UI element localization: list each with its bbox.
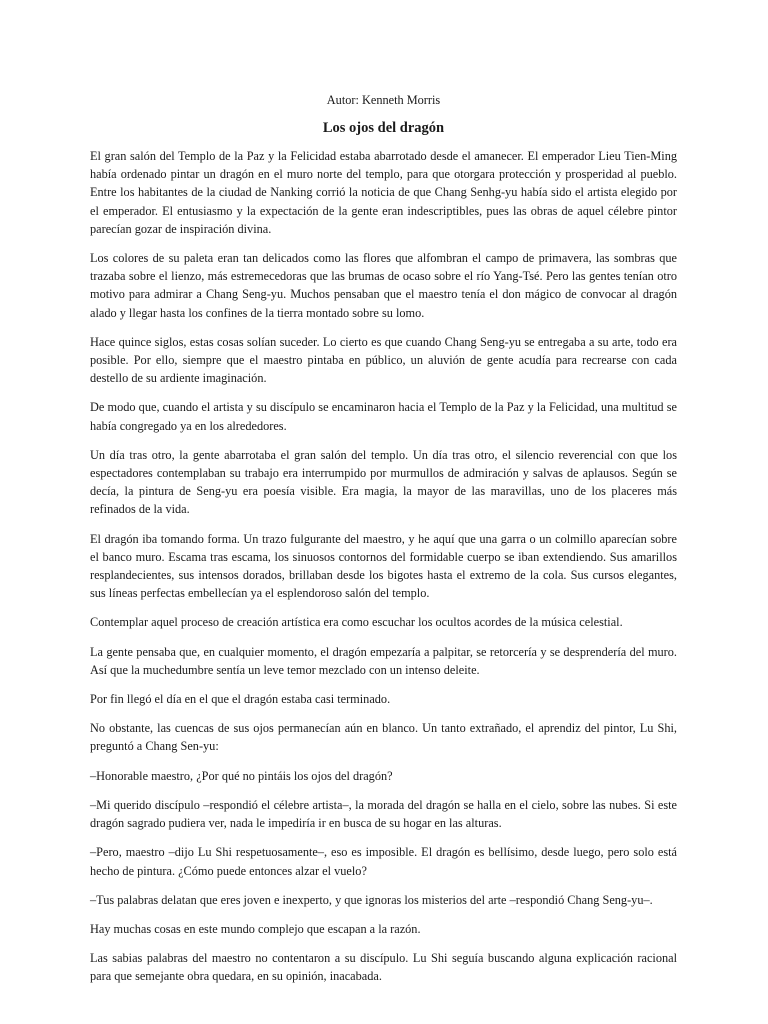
paragraph: Los colores de su paleta eran tan delicados como las flores que alfombran el campo de primavera, las sombras que trazaba sobre el lienzo, más estremecedoras que las brumas de ocaso sobre el río Yang-Tsé. Pero las gentes tenían otro motivo para admirar a Chang Seng-yu. Muchos pensaban que el maestro tenía el don mágico de convocar al dragón alado y llegar hasta los confines de la tierra montado sobre su lomo. xyxy=(90,251,677,320)
paragraph: –Honorable maestro, ¿Por qué no pintáis los ojos del dragón? xyxy=(90,768,393,783)
paragraph: Contemplar aquel proceso de creación artística era como escuchar los ocultos acordes de la música celestial. xyxy=(90,615,623,630)
paragraph: El dragón iba tomando forma. Un trazo fulgurante del maestro, y he aquí que una garra o un colmillo aparecían sobre el banco muro. Escama tras escama, los sinuosos contornos del formidable cuerpo se iban extendiendo. Sus amarillos resplandecientes, sus intensos dorados, brillaban desde los bigotes hasta el extremo de la cola. Sus cursos elegantes, sus líneas perfectas embellecían ya el esplendoroso salón del templo. xyxy=(90,531,677,601)
paragraph: De modo que, cuando el artista y su discípulo se encaminaron hacia el Templo de la Paz y la Felicidad, una multitud se había congregado ya en los alrededores. xyxy=(90,400,677,433)
story-title: Los ojos del dragón xyxy=(322,120,445,136)
paragraph: Hace quince siglos, estas cosas solían suceder. Lo cierto es que cuando Chang Seng-yu se entregaba a su arte, todo era posible. Por ello, siempre que el maestro pintaba en público, un aluvión de gente acudía para recrearse con cada destello de su ardiente imaginación. xyxy=(90,334,677,386)
paragraph: Un día tras otro, la gente abarrotaba el gran salón del templo. Un día tras otro, el silencio reverencial con que los espectadores contemplaban su trabajo era interrumpido por murmullos de admiración y salvas de aplausos. Según se decía, la pintura de Seng-yu era poesía visible. Era magia, la mayor de las maravillas, uno de los placeres más refinados de la vida. xyxy=(90,447,677,517)
paragraph: –Mi querido discípulo –respondió el célebre artista–, la morada del dragón se halla en el cielo, sobre las nubes. Si este dragón sagrado pudiera ver, nada le impediría ir en busca de su hogar en las alturas. xyxy=(90,797,677,831)
document-page xyxy=(90,90,677,997)
paragraph: –Pero, maestro –dijo Lu Shi respetuosamente–, eso es imposible. El dragón es bellísimo, desde luego, pero solo está hecho de pintura. ¿Cómo puede entonces alzar el vuelo? xyxy=(90,845,677,878)
paragraph: El gran salón del Templo de la Paz y la Felicidad estaba abarrotado desde el amanecer. El emperador Lieu Tien-Ming había ordenado pintar un dragón en el muro norte del templo, para que otorgara protección y prosperidad al pueblo. Entre los habitantes de la ciudad de Nanking corrió la noticia de que Chang Senhg-yu había sido el artista elegido por el emperador. El entusiasmo y la expectación de la gente eran indescriptibles, pues las obras de aquel célebre pintor parecían gozar de inspiración divina. xyxy=(90,149,677,236)
paragraph: Hay muchas cosas en este mundo complejo que escapan a la razón. xyxy=(90,921,421,936)
paragraph: La gente pensaba que, en cualquier momento, el dragón empezaría a palpitar, se retorcería y se desprendería del muro. Así que la muchedumbre sentía un leve temor mezclado con un intenso deleite. xyxy=(90,644,677,677)
author-line: Autor: Kenneth Morris xyxy=(326,93,441,107)
paragraph: –Tus palabras delatan que eres joven e inexperto, y que ignoras los misterios del arte –respondió Chang Seng-yu–. xyxy=(90,892,653,907)
paragraph: Por fin llegó el día en el que el dragón estaba casi terminado. xyxy=(90,692,391,707)
paragraph: No obstante, las cuencas de sus ojos permanecían aún en blanco. Un tanto extrañado, el aprendiz del pintor, Lu Shi, preguntó a Chang Sen-yu: xyxy=(90,721,677,754)
story-body xyxy=(90,147,677,986)
paragraph: Las sabias palabras del maestro no contentaron a su discípulo. Lu Shi seguía buscando alguna explicación racional para que semejante obra quedara, en su opinión, inacabada. xyxy=(90,951,677,984)
